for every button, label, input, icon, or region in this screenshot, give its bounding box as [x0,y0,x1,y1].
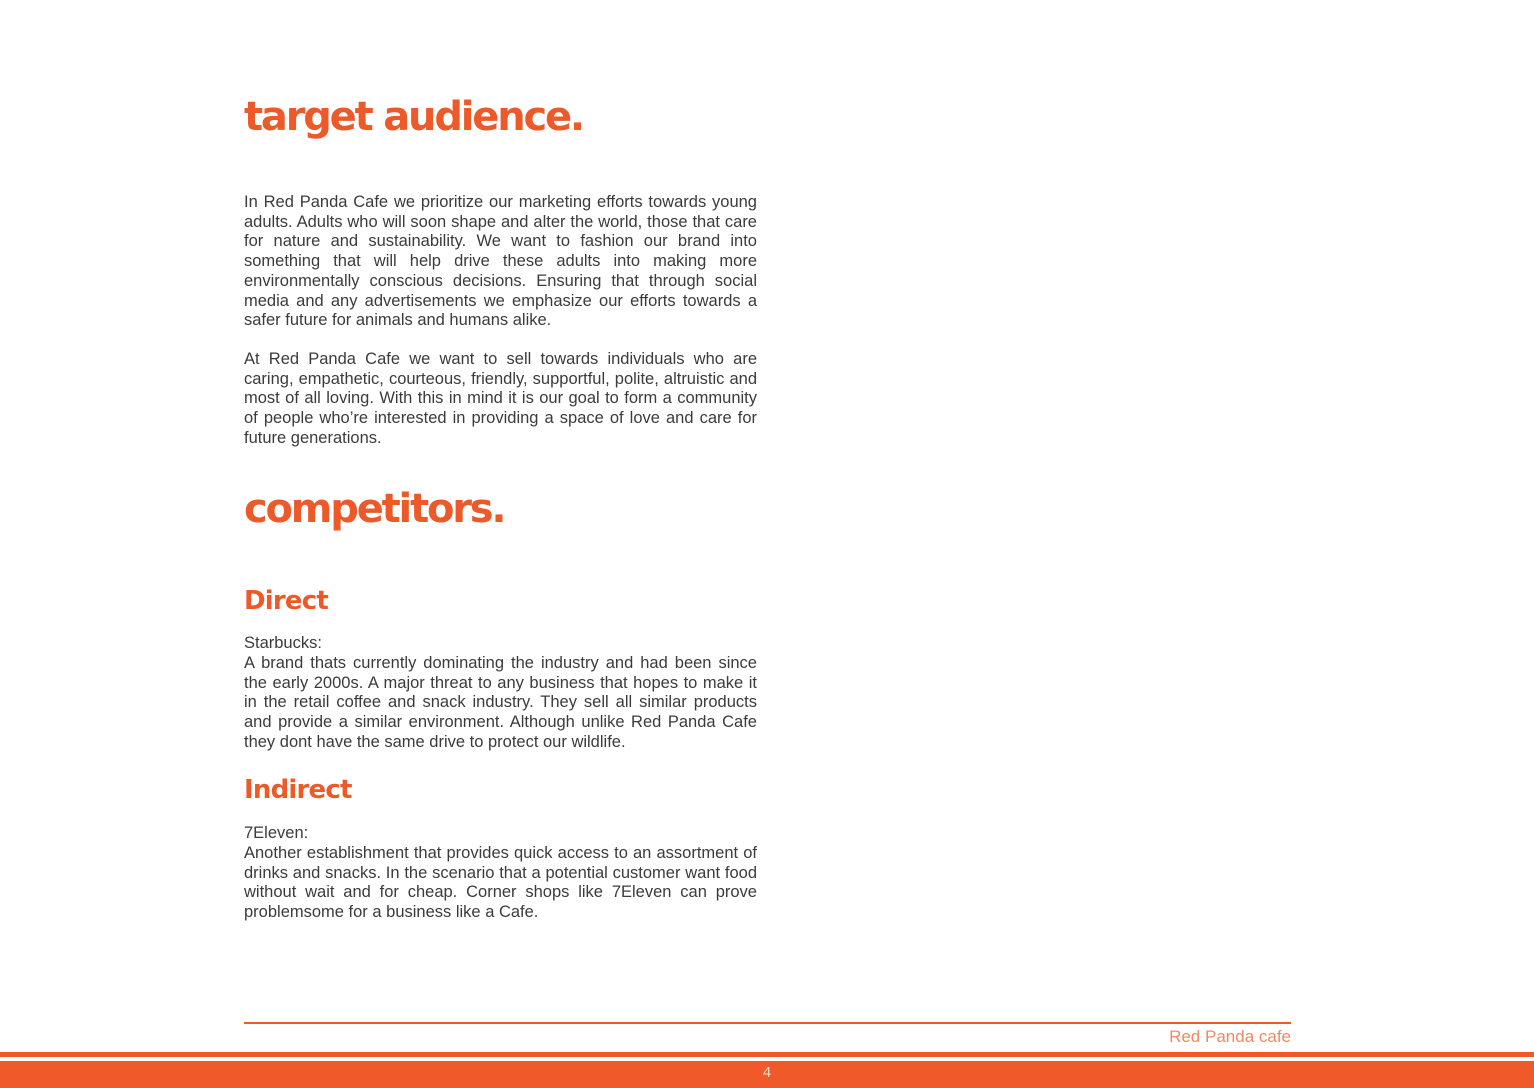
target-audience-paragraph-1: In Red Panda Cafe we prioritize our marketing efforts towards young adults. Adults who will soon shape and alter the world, those that care for nature and sustainability. We want to fashion our brand into something that will help drive these adults into making more environmentally conscious decisions. Ensuring that through social media and any advertisements we emphasize our efforts towards a safer future for animals and humans alike. [244,193,757,330]
indirect-competitor-description: Another establishment that provides quick access to an assortment of drinks and snacks. In the scenario that a potential customer want food without wait and for cheap. Corner shops like 7Eleven can prove problemsome for a business like a Cafe. [244,844,757,922]
footer-band-thin [0,1052,1534,1057]
indirect-competitors-heading: Indirect [244,775,352,805]
competitors-heading: competitors. [244,486,505,532]
target-audience-heading: target audience. [244,94,583,140]
direct-competitor-description: A brand thats currently dominating the industry and had been since the early 2000s. A major threat to any business that hopes to make it in the retail coffee and snack industry. They sell all similar products and provide a similar environment. Although unlike Red Panda Cafe they dont have the same drive to protect our wildlife. [244,654,757,751]
indirect-competitor-name: 7Eleven: [244,824,309,842]
target-audience-paragraph-2: At Red Panda Cafe we want to sell towards individuals who are caring, empathetic, courteous, friendly, supportful, polite, altruistic and most of all loving. With this in mind it is our goal to form a community of people who’re interested in providing a space of love and care for future generations. [244,350,757,447]
direct-competitor-name: Starbucks: [244,634,322,652]
footer-divider [244,1022,1291,1024]
page-number: 4 [762,1064,772,1081]
footer-brand: Red Panda cafe [1169,1027,1291,1046]
direct-competitors-heading: Direct [244,586,328,616]
